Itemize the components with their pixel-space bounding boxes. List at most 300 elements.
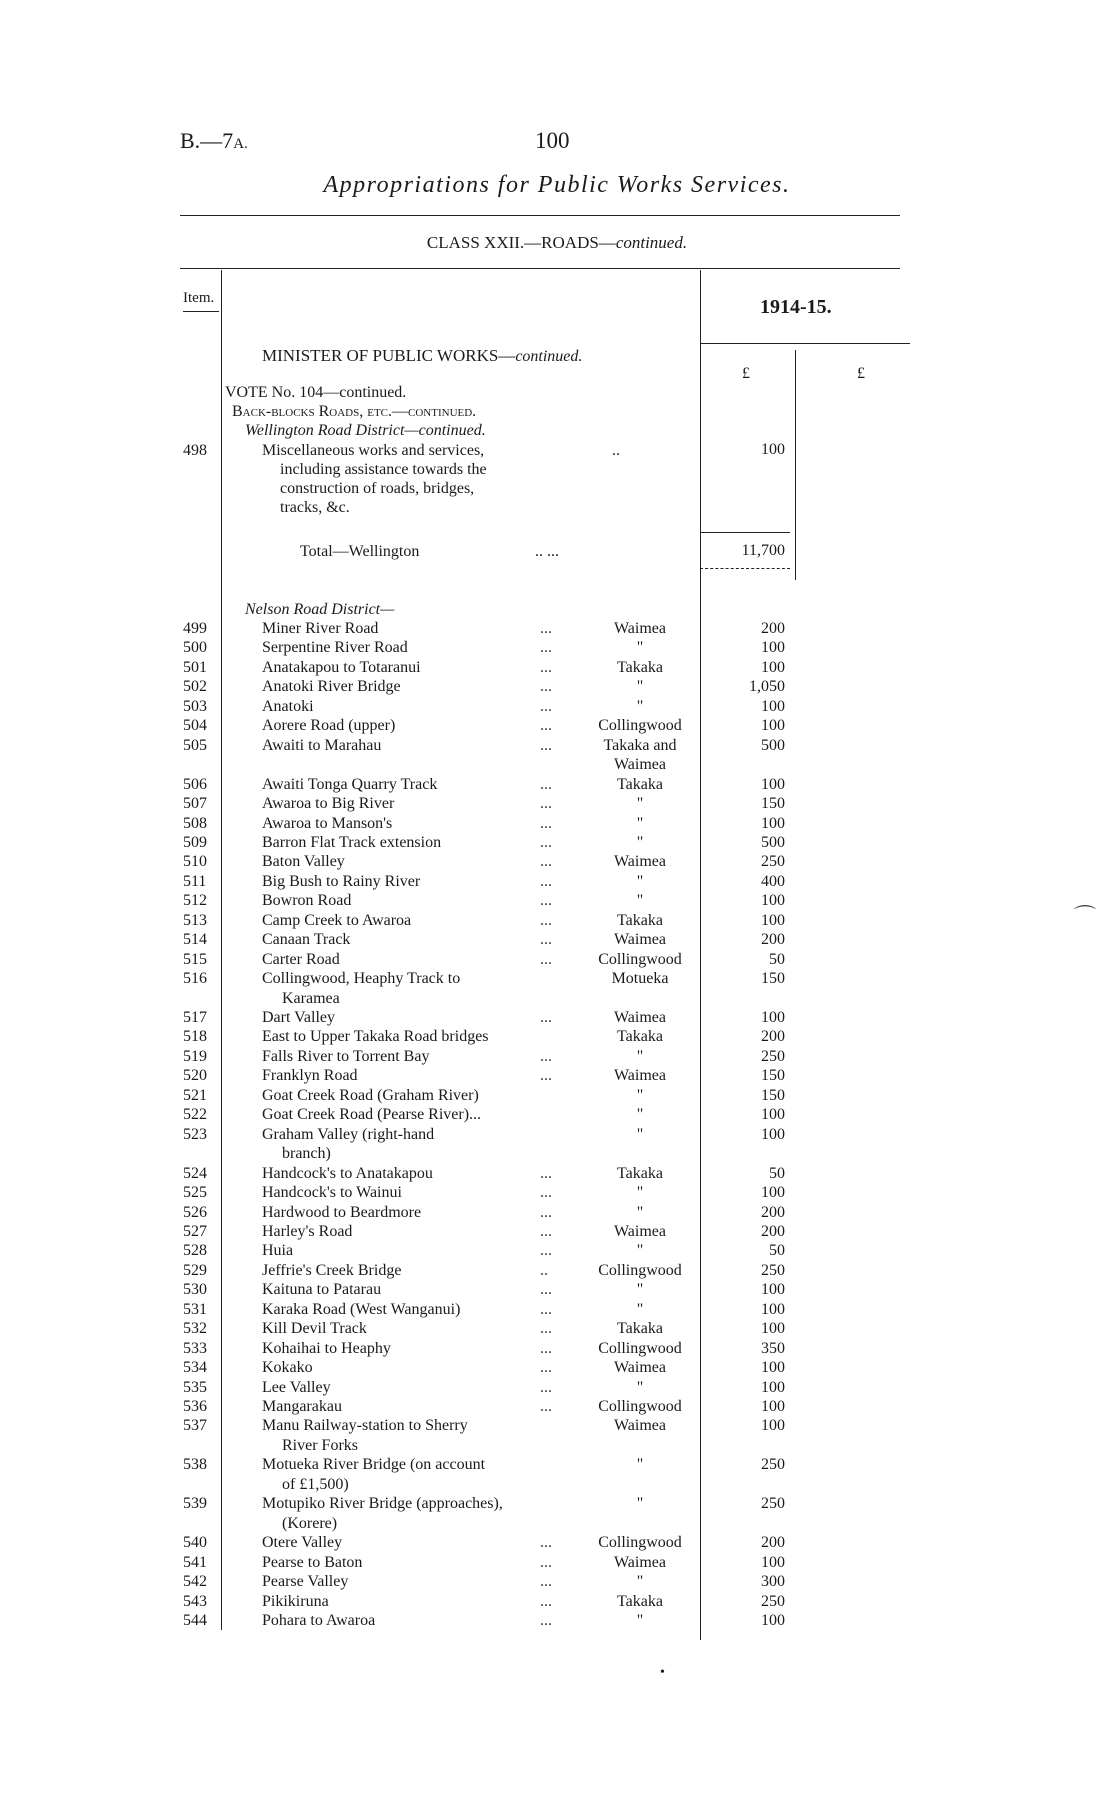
table-row — [0, 1554, 1114, 1573]
item-description: Goat Creek Road (Graham River) — [262, 1086, 479, 1104]
leader-dots: ... — [540, 1339, 552, 1357]
item-description: Awaiti to Marahau — [262, 736, 382, 754]
item-description: Canaan Track — [262, 931, 351, 949]
item-district: " — [636, 1611, 644, 1629]
item-amount: 150 — [761, 1067, 785, 1085]
item-number: 503 — [183, 697, 207, 715]
item-district: Motueka — [611, 970, 669, 988]
table-row — [0, 1359, 1114, 1378]
leader-dots: ... — [540, 1164, 552, 1182]
table-row — [0, 659, 1114, 678]
item-description: Manu Railway-station to Sherry — [262, 1417, 468, 1435]
item-number: 501 — [183, 658, 207, 676]
item-number: 544 — [183, 1611, 207, 1629]
item-district: Takaka — [617, 1028, 663, 1046]
table-row — [0, 873, 1114, 892]
item-description: Kohaihai to Heaphy — [262, 1339, 391, 1357]
item-district: " — [636, 1495, 644, 1513]
leader-dots: ... — [540, 697, 552, 715]
item-district-continued: Waimea — [613, 756, 666, 774]
leader-dots: ... — [540, 795, 552, 813]
item-number: 537 — [183, 1417, 207, 1435]
item-amount: 150 — [761, 1086, 785, 1104]
margin-mark: ⌒ — [1074, 904, 1097, 929]
item-district: Collingwood — [598, 1534, 682, 1552]
leader-dots: ... — [540, 678, 552, 696]
year-column-header: 1914-15. — [760, 296, 832, 318]
item-amount: 250 — [761, 1456, 785, 1474]
total-rule — [700, 532, 790, 533]
item-amount: 250 — [761, 1592, 785, 1610]
leader-dots: ... — [540, 1611, 552, 1629]
class-heading: CLASS XXII.—ROADS—continued. — [426, 233, 688, 252]
item-district: Waimea — [613, 1553, 666, 1571]
item-description: East to Upper Takaka Road bridges — [262, 1028, 489, 1046]
leader-dots: .. — [540, 1261, 548, 1279]
table-row — [0, 795, 1114, 814]
item-amount: 100 — [761, 1417, 785, 1435]
table-row-continuation — [0, 990, 1114, 1009]
district-heading-wellington: Wellington Road District—continued. — [245, 422, 486, 439]
item-number: 541 — [183, 1553, 207, 1571]
item-number: 526 — [183, 1203, 207, 1221]
item-number: 516 — [183, 970, 207, 988]
item-district: " — [636, 678, 644, 696]
table-row — [0, 1398, 1114, 1417]
item-description: Aorere Road (upper) — [262, 717, 396, 735]
item-description: Anatoki — [262, 697, 314, 715]
table-row — [0, 776, 1114, 795]
leader-dots: ... — [540, 1242, 552, 1260]
table-row — [0, 698, 1114, 717]
leader-dots: ... — [540, 1222, 552, 1240]
table-row — [0, 853, 1114, 872]
item-description-continued: River Forks — [282, 1436, 358, 1454]
item-district: " — [636, 795, 644, 813]
item-amount: 100 — [761, 911, 785, 929]
item-district: " — [636, 1573, 644, 1591]
total-underline — [700, 568, 790, 569]
table-row — [0, 931, 1114, 950]
item-amount: 100 — [761, 1009, 785, 1026]
item-amount: 100 — [761, 1106, 785, 1124]
item-amount: 200 — [761, 1028, 785, 1046]
item-description: Kill Devil Track — [262, 1320, 367, 1338]
item-description: Karaka Road (West Wanganui) — [262, 1300, 461, 1318]
page-number: 100 — [535, 128, 570, 153]
table-row — [0, 912, 1114, 931]
item-district: " — [636, 1456, 644, 1474]
item-district: Waimea — [613, 1222, 666, 1240]
table-row — [0, 737, 1114, 756]
item-description: Motupiko River Bridge (approaches), — [262, 1495, 503, 1513]
item-district: Collingwood — [598, 717, 682, 735]
item-amount: 100 — [761, 1359, 785, 1377]
item-description: Miscellaneous works and services, — [262, 442, 485, 459]
item-district: Takaka — [617, 658, 663, 676]
item-description: Pikikiruna — [262, 1592, 329, 1610]
item-description: Pearse to Baton — [262, 1553, 363, 1571]
item-number: 536 — [183, 1398, 207, 1415]
leader-dots: ... — [540, 639, 552, 657]
item-amount: 100 — [761, 1281, 785, 1299]
item-district: Collingwood — [598, 1261, 682, 1279]
item-amount: 100 — [761, 1553, 785, 1571]
item-number: 540 — [183, 1534, 207, 1552]
table-row — [0, 1534, 1114, 1553]
table-row-continuation — [0, 1437, 1114, 1456]
table-row — [0, 1028, 1114, 1047]
table-row-continuation — [0, 756, 1114, 775]
item-amount: 100 — [761, 1378, 785, 1396]
item-number: 519 — [183, 1047, 207, 1065]
item-description: Barron Flat Track extension — [262, 833, 442, 851]
year-underline — [700, 343, 910, 344]
item-district: Waimea — [613, 931, 666, 949]
item-number: 517 — [183, 1009, 207, 1026]
total-column-divider — [795, 350, 796, 580]
item-district: " — [636, 697, 644, 715]
item-district: Takaka — [617, 1320, 663, 1338]
item-amount: 50 — [769, 1164, 785, 1182]
item-column-header: Item. — [183, 290, 215, 306]
item-description: Lee Valley — [262, 1378, 331, 1396]
item-description: Bowron Road — [262, 892, 352, 910]
table-row — [0, 1495, 1114, 1514]
item-district: Collingwood — [598, 950, 682, 968]
item-description: Big Bush to Rainy River — [262, 872, 421, 890]
item-district: Collingwood — [598, 1339, 682, 1357]
item-amount: 100 — [761, 1300, 785, 1318]
table-row — [0, 892, 1114, 911]
item-description-continued: (Korere) — [282, 1514, 338, 1532]
item-number: 527 — [183, 1222, 207, 1240]
item-description: Kokako — [262, 1359, 313, 1377]
item-description-continued: of £1,500) — [282, 1475, 349, 1493]
table-row — [0, 1048, 1114, 1067]
item-number: 532 — [183, 1320, 207, 1338]
leader-dots: ... — [540, 736, 552, 754]
item-description: Franklyn Road — [262, 1067, 358, 1085]
item-amount: 250 — [761, 853, 785, 871]
table-row — [0, 815, 1114, 834]
item-number: 514 — [183, 931, 207, 949]
item-district: " — [636, 1106, 644, 1124]
pound-sign-total: £ — [857, 365, 865, 382]
table-row — [0, 970, 1114, 989]
item-district: " — [636, 814, 644, 832]
vote-subheading: Back-blocks Roads, etc.—continued. — [232, 403, 477, 420]
item-description: Baton Valley — [262, 853, 345, 871]
item-amount: 200 — [761, 1222, 785, 1240]
leader-dots: ... — [540, 1592, 552, 1610]
item-amount: 100 — [761, 1398, 785, 1415]
item-description: Handcock's to Wainui — [262, 1184, 402, 1202]
item-district: Takaka and — [603, 736, 677, 754]
item-district: " — [636, 1281, 644, 1299]
leader-dots: ... — [540, 1553, 552, 1571]
leader-dots: ... — [540, 1320, 552, 1338]
table-row — [0, 1262, 1114, 1281]
leader-dots: ... — [540, 1009, 552, 1026]
table-row — [0, 1612, 1114, 1631]
leader-dots: ... — [540, 1300, 552, 1318]
item-number: 520 — [183, 1067, 207, 1085]
table-row — [0, 1340, 1114, 1359]
table-row — [0, 1242, 1114, 1261]
item-amount: 250 — [761, 1495, 785, 1513]
item-description-continued: Karamea — [282, 989, 340, 1007]
item-number: 507 — [183, 795, 207, 813]
document-reference: B.—7A. — [180, 128, 248, 153]
item-amount: 500 — [761, 736, 785, 754]
table-row — [0, 1379, 1114, 1398]
leader-dots: ... — [540, 1184, 552, 1202]
item-district: " — [636, 1047, 644, 1065]
item-description: construction of roads, bridges, — [280, 480, 475, 497]
item-description: Falls River to Torrent Bay — [262, 1047, 430, 1065]
table-row — [0, 1417, 1114, 1436]
leader-dots: ... — [540, 931, 552, 949]
item-district: Takaka — [617, 1164, 663, 1182]
leader-dots: ... — [540, 1047, 552, 1065]
pound-sign-sub: £ — [742, 365, 750, 382]
item-number: 535 — [183, 1378, 207, 1396]
table-row — [0, 678, 1114, 697]
item-description-continued: branch) — [282, 1145, 331, 1163]
item-district: " — [636, 833, 644, 851]
item-description: Goat Creek Road (Pearse River)... — [262, 1106, 482, 1124]
leader-dots: ... — [540, 892, 552, 910]
item-description: Jeffrie's Creek Bridge — [262, 1261, 402, 1279]
item-amount: 100 — [761, 717, 785, 735]
item-amount: 100 — [761, 1611, 785, 1629]
item-district: " — [636, 1300, 644, 1318]
item-district: Waimea — [613, 1359, 666, 1377]
vote-line: VOTE No. 104—continued. — [225, 384, 407, 401]
item-amount: 200 — [761, 931, 785, 949]
item-number: 515 — [183, 950, 207, 968]
item-description: Hardwood to Beardmore — [262, 1203, 422, 1221]
item-description: Pearse Valley — [262, 1573, 349, 1591]
item-amount: 100 — [761, 814, 785, 832]
item-number: 510 — [183, 853, 207, 871]
item-description: Anatakapou to Totaranui — [262, 658, 421, 676]
table-row — [0, 1281, 1114, 1300]
item-description: Dart Valley — [262, 1009, 336, 1026]
leader-dots: ... — [540, 1203, 552, 1221]
item-district: Waimea — [613, 1009, 666, 1026]
leader-dots: ... — [540, 1573, 552, 1591]
leader-dots: ... — [540, 620, 552, 637]
leader-dots: .. ... — [535, 543, 559, 560]
item-number: 508 — [183, 814, 207, 832]
item-district: Waimea — [613, 1067, 666, 1085]
item-description: Motueka River Bridge (on account — [262, 1456, 486, 1474]
item-number: 502 — [183, 678, 207, 696]
item-description: Camp Creek to Awaroa — [262, 911, 412, 929]
item-number: 500 — [183, 639, 207, 657]
leader-dots: ... — [540, 1281, 552, 1299]
table-row-continuation — [0, 1476, 1114, 1495]
item-description: Kaituna to Patarau — [262, 1281, 382, 1299]
item-number: 506 — [183, 775, 207, 793]
leader-dots: ... — [540, 872, 552, 890]
table-row — [0, 1106, 1114, 1125]
item-amount: 100 — [761, 892, 785, 910]
item-district: Collingwood — [598, 1398, 682, 1415]
item-number: 521 — [183, 1086, 207, 1104]
item-number: 498 — [183, 442, 207, 459]
leader-dots: ... — [540, 1359, 552, 1377]
item-district: Waimea — [613, 1417, 666, 1435]
item-amount: 100 — [761, 697, 785, 715]
table-row — [0, 1184, 1114, 1203]
leader-dots: ... — [540, 853, 552, 871]
item-amount: 100 — [761, 639, 785, 657]
item-description: Serpentine River Road — [262, 639, 408, 657]
item-description: Handcock's to Anatakapou — [262, 1164, 433, 1182]
item-description: Mangarakau — [262, 1398, 342, 1415]
table-row — [0, 1593, 1114, 1612]
leader-dots: ... — [540, 717, 552, 735]
item-amount: 200 — [761, 620, 785, 637]
item-amount: 1,050 — [749, 678, 785, 696]
item-district: " — [636, 1378, 644, 1396]
item-description: Huia — [262, 1242, 294, 1260]
table-row — [0, 1301, 1114, 1320]
item-district: " — [636, 872, 644, 890]
table-row — [0, 1320, 1114, 1339]
item-amount: 200 — [761, 1203, 785, 1221]
leader-dots: ... — [540, 658, 552, 676]
item-description: Pohara to Awaroa — [262, 1611, 376, 1629]
item-district: " — [636, 1184, 644, 1202]
leader-dots: .. — [612, 442, 620, 459]
table-row — [0, 1165, 1114, 1184]
item-description: Carter Road — [262, 950, 340, 968]
table-row — [0, 1067, 1114, 1086]
item-district: " — [636, 639, 644, 657]
item-number: 531 — [183, 1300, 207, 1318]
leader-dots: ... — [540, 1534, 552, 1552]
item-district: Takaka — [617, 775, 663, 793]
print-dot: • — [660, 1665, 665, 1680]
table-row — [0, 1204, 1114, 1223]
item-number: 534 — [183, 1359, 207, 1377]
item-district: " — [636, 1203, 644, 1221]
item-number: 523 — [183, 1125, 207, 1143]
item-amount: 50 — [769, 1242, 785, 1260]
item-number: 513 — [183, 911, 207, 929]
ministry-heading: MINISTER OF PUBLIC WORKS—continued. — [262, 346, 583, 365]
class-rule — [180, 268, 900, 269]
table-row — [0, 620, 1114, 639]
table-row-continuation — [0, 1515, 1114, 1534]
item-district: Takaka — [617, 1592, 663, 1610]
item-number: 511 — [183, 872, 207, 890]
table-row — [0, 1009, 1114, 1028]
table-row — [0, 1126, 1114, 1145]
item-description: Awaroa to Big River — [262, 795, 395, 813]
item-amount: 400 — [761, 872, 785, 890]
table-row-continuation — [0, 1145, 1114, 1164]
leader-dots: ... — [540, 775, 552, 793]
item-district: Takaka — [617, 911, 663, 929]
item-number: 505 — [183, 736, 207, 754]
district-heading-nelson: Nelson Road District— — [245, 601, 395, 618]
item-amount: 300 — [761, 1573, 785, 1591]
leader-dots: ... — [540, 814, 552, 832]
total-amount: 11,700 — [741, 542, 785, 559]
item-number: 533 — [183, 1339, 207, 1357]
item-district: Waimea — [613, 620, 666, 637]
item-description: Awaiti Tonga Quarry Track — [262, 775, 438, 793]
leader-dots: ... — [540, 833, 552, 851]
item-description: Graham Valley (right-hand — [262, 1125, 435, 1143]
item-amount: 100 — [761, 441, 785, 458]
item-amount: 200 — [761, 1534, 785, 1552]
item-number: 504 — [183, 717, 207, 735]
item-number: 509 — [183, 833, 207, 851]
leader-dots: ... — [540, 911, 552, 929]
item-amount: 150 — [761, 795, 785, 813]
item-amount: 50 — [769, 950, 785, 968]
item-number: 512 — [183, 892, 207, 910]
leader-dots: ... — [540, 1378, 552, 1396]
item-number: 499 — [183, 620, 207, 637]
item-amount: 100 — [761, 1320, 785, 1338]
header-rule — [180, 215, 900, 216]
item-underline — [183, 311, 219, 312]
item-number: 538 — [183, 1456, 207, 1474]
item-amount: 500 — [761, 833, 785, 851]
item-description: Awaroa to Manson's — [262, 814, 393, 832]
item-number: 543 — [183, 1592, 207, 1610]
item-number: 530 — [183, 1281, 207, 1299]
table-row — [0, 834, 1114, 853]
table-row — [0, 639, 1114, 658]
item-number: 518 — [183, 1028, 207, 1046]
table-row — [0, 1087, 1114, 1106]
table-row — [0, 717, 1114, 736]
item-amount: 100 — [761, 658, 785, 676]
item-amount: 150 — [761, 970, 785, 988]
total-label: Total—Wellington — [300, 543, 420, 560]
item-district: Waimea — [613, 853, 666, 871]
item-amount: 100 — [761, 1125, 785, 1143]
item-number: 529 — [183, 1261, 207, 1279]
leader-dots: ... — [540, 1067, 552, 1085]
table-row — [0, 1223, 1114, 1242]
table-row — [0, 1573, 1114, 1592]
item-amount: 100 — [761, 775, 785, 793]
item-description: Miner River Road — [262, 620, 379, 637]
item-amount: 250 — [761, 1261, 785, 1279]
item-number: 542 — [183, 1573, 207, 1591]
item-number: 539 — [183, 1495, 207, 1513]
item-description: Collingwood, Heaphy Track to — [262, 970, 461, 988]
item-amount: 100 — [761, 1184, 785, 1202]
item-number: 524 — [183, 1164, 207, 1182]
item-district: " — [636, 1242, 644, 1260]
leader-dots: ... — [540, 950, 552, 968]
item-district: " — [636, 892, 644, 910]
item-district: " — [636, 1086, 644, 1104]
item-description: Otere Valley — [262, 1534, 343, 1552]
item-number: 525 — [183, 1184, 207, 1202]
item-description: Anatoki River Bridge — [262, 678, 401, 696]
